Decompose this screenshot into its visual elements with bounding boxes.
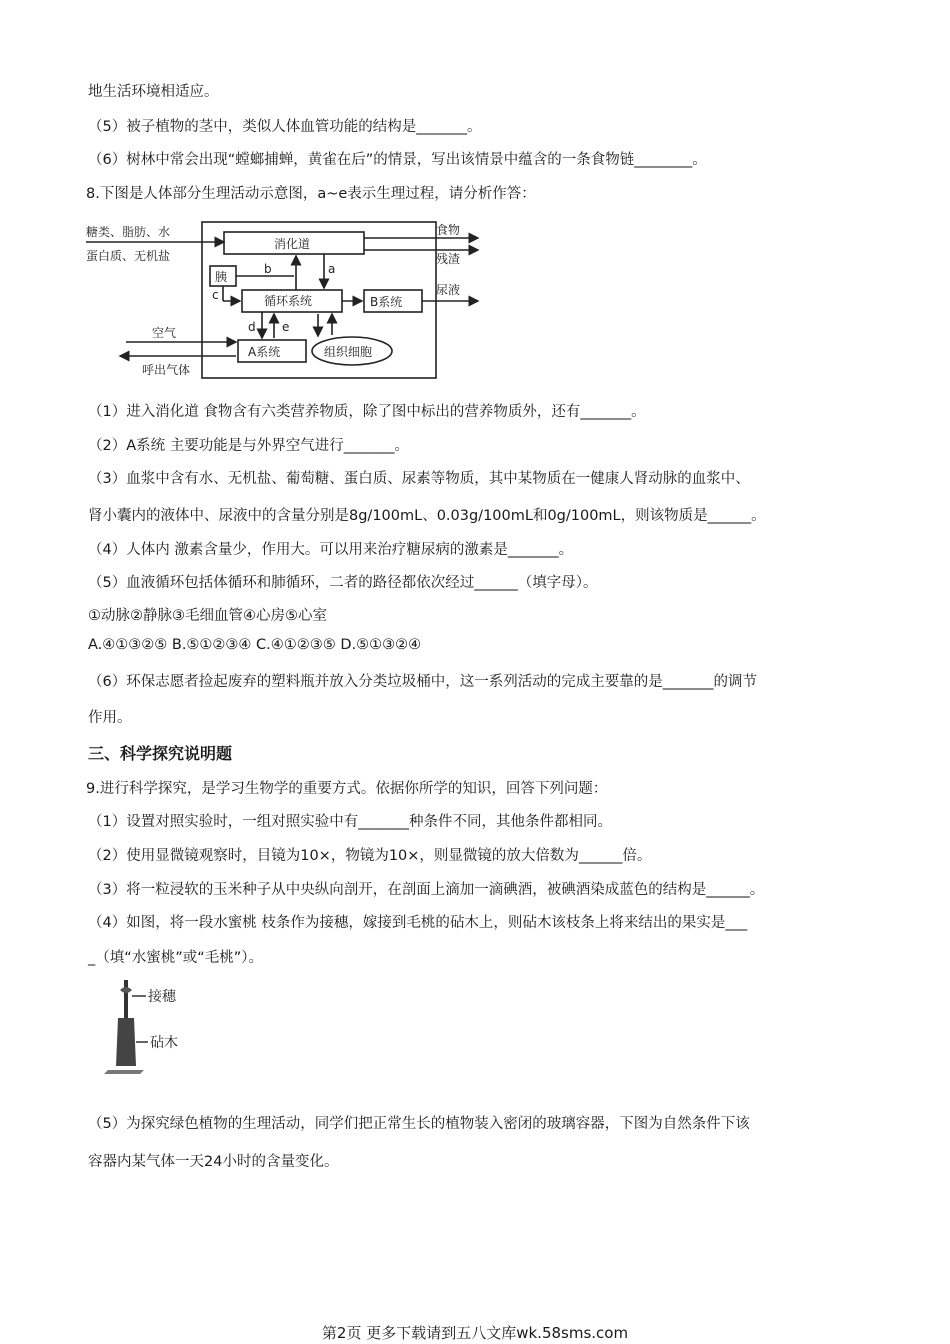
label-food: 食物 <box>436 223 461 237</box>
label-e: e <box>282 320 290 334</box>
label-scion: 接穗 <box>148 989 176 1005</box>
label-residue: 残渣 <box>436 252 461 266</box>
line-q8-3a: （3）血浆中含有水、无机盐、葡萄糖、蛋白质、尿素等物质，其中某物质在一健康人肾动脉的血浆中、 <box>88 471 750 487</box>
line-q9-3: （3）将一粒浸软的玉米种子从中央纵向剖开，在剖面上滴加一滴碘酒，被碘酒染成蓝色的结构是______。 <box>88 882 765 898</box>
label-b: b <box>264 262 272 276</box>
line-q8-4: （4）人体内 激素含量少，作用大。可以用来治疗糖尿病的激素是_______。 <box>88 542 574 558</box>
line-q9-5b: 容器内某气体一天24小时的含量变化。 <box>88 1154 339 1170</box>
label-pancreas: 胰 <box>215 270 228 284</box>
line-q8-3b: 肾小囊内的液体中、尿液中的含量分别是8g/100mL、0.03g/100mL和0g/100mL，则该物质是______。 <box>88 508 766 524</box>
line-2: （5）被子植物的茎中，类似人体血管功能的结构是_______。 <box>88 119 482 135</box>
line-q9-4b: _（填“水蜜桃”或“毛桃”）。 <box>88 950 264 966</box>
label-stock: 砧木 <box>150 1035 178 1051</box>
question-8: 8.下图是人体部分生理活动示意图，a~e表示生理过程，请分析作答： <box>86 186 536 202</box>
graft-drawing <box>104 980 148 1074</box>
line-q9-5a: （5）为探究绿色植物的生理活动，同学们把正常生长的植物装入密闭的玻璃容器，下图为自然条件下该 <box>88 1116 750 1132</box>
label-air: 空气 <box>152 326 177 340</box>
line-q8-5-items: ①动脉②静脉③毛细血管④心房⑤心室 <box>88 608 327 624</box>
line-q8-5: （5）血液循环包括体循环和肺循环，二者的路径都依次经过______（填字母）。 <box>88 575 598 591</box>
line-q8-6a: （6）环保志愿者捡起废弃的塑料瓶并放入分类垃圾桶中，这一系列活动的完成主要靠的是_______的调节 <box>88 674 757 690</box>
label-c: c <box>212 288 219 302</box>
label-exhale: 呼出气体 <box>142 363 191 377</box>
label-a-system: A系统 <box>248 345 281 359</box>
grafting-figure <box>94 974 194 1078</box>
label-circulatory: 循环系统 <box>264 294 313 308</box>
page-footer: 第2页 更多下载请到五八文库wk.58sms.com <box>321 1324 629 1342</box>
label-urine: 尿液 <box>436 283 461 297</box>
label-a: a <box>328 262 336 276</box>
section-heading: 三、科学探究说明题 <box>88 744 233 763</box>
label-input1: 糖类、脂肪、水 <box>86 225 171 239</box>
line-q8-1: （1）进入消化道 食物含有六类营养物质，除了图中标出的营养物质外，还有_______。 <box>88 404 646 420</box>
label-b-system: B系统 <box>370 295 403 309</box>
line-q9-1: （1）设置对照实验时，一组对照实验中有_______种条件不同，其他条件都相同。 <box>88 814 612 830</box>
label-input2: 蛋白质、无机盐 <box>86 249 171 263</box>
physiology-diagram <box>86 214 486 384</box>
line-1: 地生活环境相适应。 <box>88 84 219 100</box>
line-q8-2: （2）A系统 主要功能是与外界空气进行_______。 <box>88 438 410 454</box>
label-digestive: 消化道 <box>274 237 311 251</box>
line-q9-4a: （4）如图，将一段水蜜桃 枝条作为接穗，嫁接到毛桃的砧木上，则砧木该枝条上将来结出的果实是___ <box>88 915 748 931</box>
line-q8-6b: 作用。 <box>88 710 132 726</box>
line-q9-2: （2）使用显微镜观察时，目镜为10×，物镜为10×，则显微镜的放大倍数为______倍。 <box>88 848 652 864</box>
label-d: d <box>248 320 256 334</box>
label-tissue: 组织细胞 <box>324 345 373 359</box>
question-9: 9.进行科学探究，是学习生物学的重要方式。依据你所学的知识，回答下列问题： <box>86 781 608 797</box>
line-q8-5-options: A.④①③②⑤ B.⑤①②③④ C.④①②③⑤ D.⑤①③②④ <box>88 637 422 653</box>
line-3: （6）树林中常会出现“螳螂捕蝉，黄雀在后”的情景，写出该情景中蕴含的一条食物链________。 <box>88 152 707 168</box>
